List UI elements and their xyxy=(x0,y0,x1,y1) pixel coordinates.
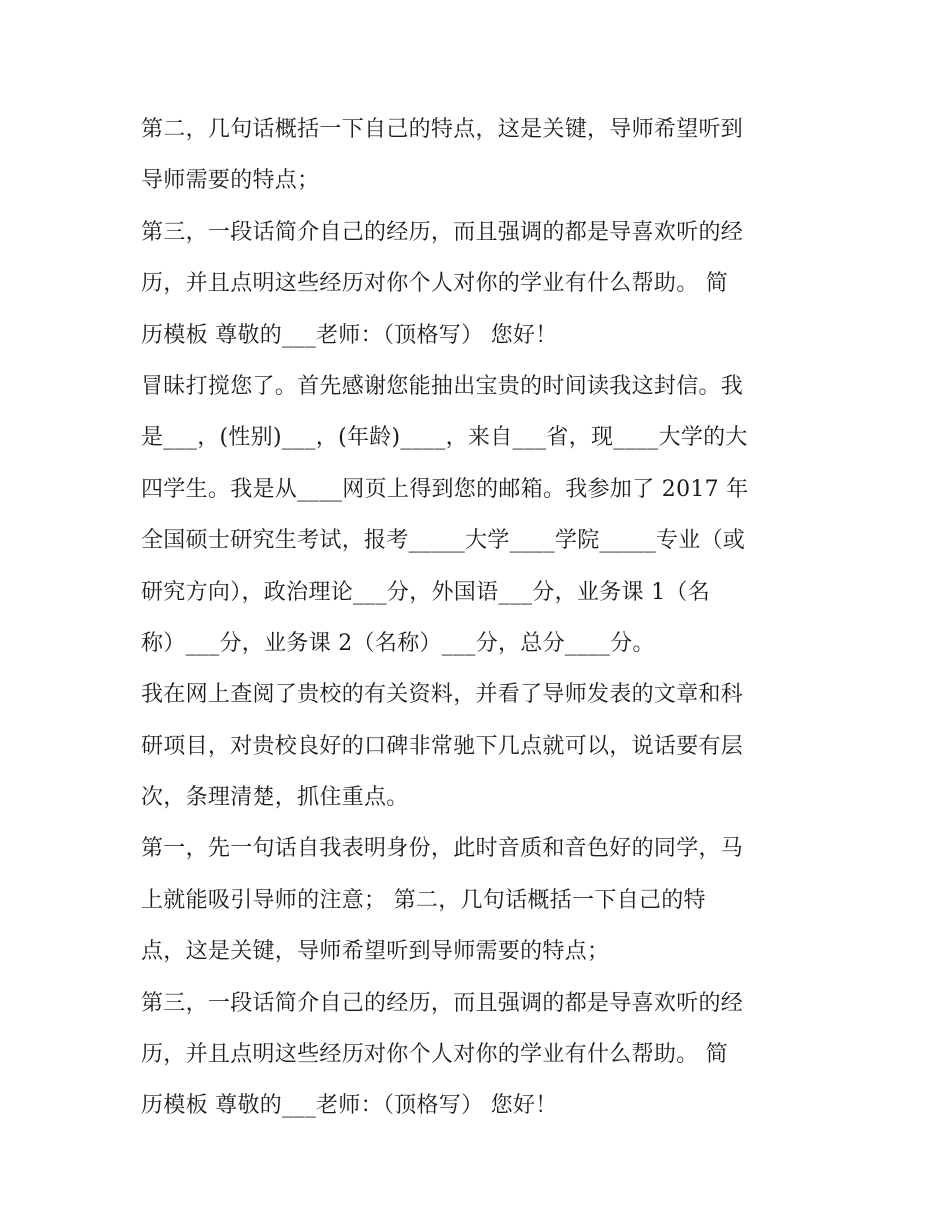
text-line-15: 第一，先一句话自我表明身份，此时音质和音色好的同学，马 xyxy=(141,836,744,862)
text-line-3: 第三，一段话简介自己的经历，而且强调的都是导喜欢听的经 xyxy=(141,219,744,245)
text-line-6: 冒昧打搅您了。首先感谢您能抽出宝贵的时间读我这封信。我 xyxy=(141,373,744,399)
text-line-5: 历模板 尊敬的___老师：（顶格写） 您好！ xyxy=(141,322,558,348)
text-line-20: 历模板 尊敬的___老师：（顶格写） 您好！ xyxy=(141,1093,558,1119)
text-line-9: 全国硕士研究生考试，报考_____大学____学院_____专业（或 xyxy=(141,528,746,554)
text-line-14: 次，条理清楚，抓住重点。 xyxy=(141,785,409,811)
text-line-11: 称）___分，业务课 2（名称）___分，总分____分。 xyxy=(141,630,655,656)
text-line-16: 上就能吸引导师的注意； 第二，几句话概括一下自己的特 xyxy=(141,887,706,913)
text-line-12: 我在网上查阅了贵校的有关资料，并看了导师发表的文章和科 xyxy=(141,682,744,708)
text-line-10: 研究方向），政治理论___分，外国语___分，业务课 1（名 xyxy=(141,579,710,605)
text-line-17: 点，这是关键，导师希望听到导师需要的特点； xyxy=(141,939,610,965)
text-line-19: 历，并且点明这些经历对你个人对你的学业有什么帮助。 简 xyxy=(141,1042,729,1068)
text-line-7: 是___，(性别)___，(年龄)____，来自___省，现____大学的大 xyxy=(141,425,748,451)
text-line-13: 研项目，对贵校良好的口碑非常驰下几点就可以，说话要有层 xyxy=(141,733,744,759)
text-line-4: 历，并且点明这些经历对你个人对你的学业有什么帮助。 简 xyxy=(141,271,729,297)
text-line-8: 四学生。我是从____网页上得到您的邮箱。我参加了 2017 年 xyxy=(141,476,749,502)
text-line-2: 导师需要的特点； xyxy=(141,168,320,194)
document-body xyxy=(141,104,821,1132)
text-line-18: 第三，一段话简介自己的经历，而且强调的都是导喜欢听的经 xyxy=(141,990,744,1016)
text-line-1: 第二，几句话概括一下自己的特点，这是关键，导师希望听到 xyxy=(141,117,744,142)
